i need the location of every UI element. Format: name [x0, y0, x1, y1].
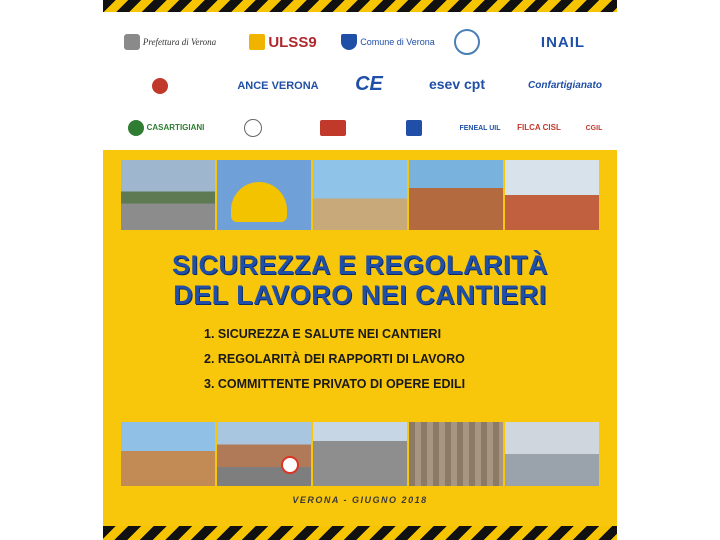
photo-yellow-hard-hat: [217, 160, 311, 230]
photo-scaffolding-building: [409, 160, 503, 230]
photo-building-facade-scaffold: [313, 422, 407, 486]
geometri-icon: [406, 120, 422, 136]
emblem-icon: [124, 34, 140, 50]
logo-inail: INAIL: [540, 33, 586, 51]
letter-a-circle-icon: [244, 119, 262, 137]
logo-comune-verona: Comune di Verona: [348, 30, 428, 54]
engineers-icon: [320, 120, 346, 136]
road-sign-shape: [281, 456, 299, 474]
logo-geometri-college: [379, 116, 451, 140]
photo-strip-top: [121, 160, 599, 230]
cover-title-line-2: DEL LAVORO NEI CANTIERI: [173, 280, 547, 310]
logo-filca-cisl: FILCA CISL: [517, 123, 561, 132]
cover-document: [103, 0, 617, 540]
casartigiani-icon: [128, 120, 144, 136]
logo-casartigiani: CASARTIGIANI: [117, 116, 215, 140]
photo-worker-on-scaffold: [121, 422, 215, 486]
logo-cgil: CGIL: [585, 124, 603, 132]
logo-camera-commercio: [121, 74, 201, 98]
yellow-cover-panel: [103, 150, 617, 526]
publication-date: VERONA - GIUGNO 2018: [292, 495, 428, 505]
logo-ulss9: ULSS9: [243, 30, 323, 54]
photo-construction-site-road: [121, 160, 215, 230]
cover-title-line-1: SICUREZZA E REGOLARITÀ: [171, 250, 548, 280]
logo-confartigianato: Confartigianato: [528, 80, 602, 91]
logo-seal: [448, 30, 488, 54]
chamber-commerce-icon: [152, 78, 168, 94]
hard-hat-shape: [231, 182, 287, 222]
logo-esev-cpt: esev cpt: [428, 76, 486, 92]
logo-professional-association: [221, 116, 287, 140]
topics-list: [204, 322, 584, 397]
photo-worker-on-roof: [505, 160, 599, 230]
topic-item: 2. REGOLARITÀ DEI RAPPORTI DI LAVORO: [204, 352, 465, 366]
photo-street-with-road-sign: [217, 422, 311, 486]
logo-cassa-edile: CE: [355, 73, 383, 95]
logo-engineers-association: [299, 116, 369, 140]
photo-interior-scaffold: [505, 422, 599, 486]
logo-prefettura: Prefettura di Verona: [125, 30, 215, 54]
veneto-lion-icon: [249, 34, 265, 50]
topic-item: 1. SICUREZZA E SALUTE NEI CANTIERI: [204, 327, 442, 341]
seal-icon: [454, 29, 480, 55]
photo-crane-building: [313, 160, 407, 230]
photo-strip-bottom: [121, 422, 599, 486]
shield-icon: [341, 34, 357, 50]
logo-feneal-uil: FENEAL UIL: [459, 124, 501, 132]
logo-ance-verona: ANCE VERONA: [237, 79, 319, 92]
sponsor-logos: [103, 16, 617, 150]
hazard-stripe-bottom: [103, 526, 617, 540]
topic-item: 3. COMMITTENTE PRIVATO DI OPERE EDILI: [204, 377, 466, 391]
hazard-stripe-top: [103, 0, 617, 12]
photo-rebar-formwork: [409, 422, 503, 486]
